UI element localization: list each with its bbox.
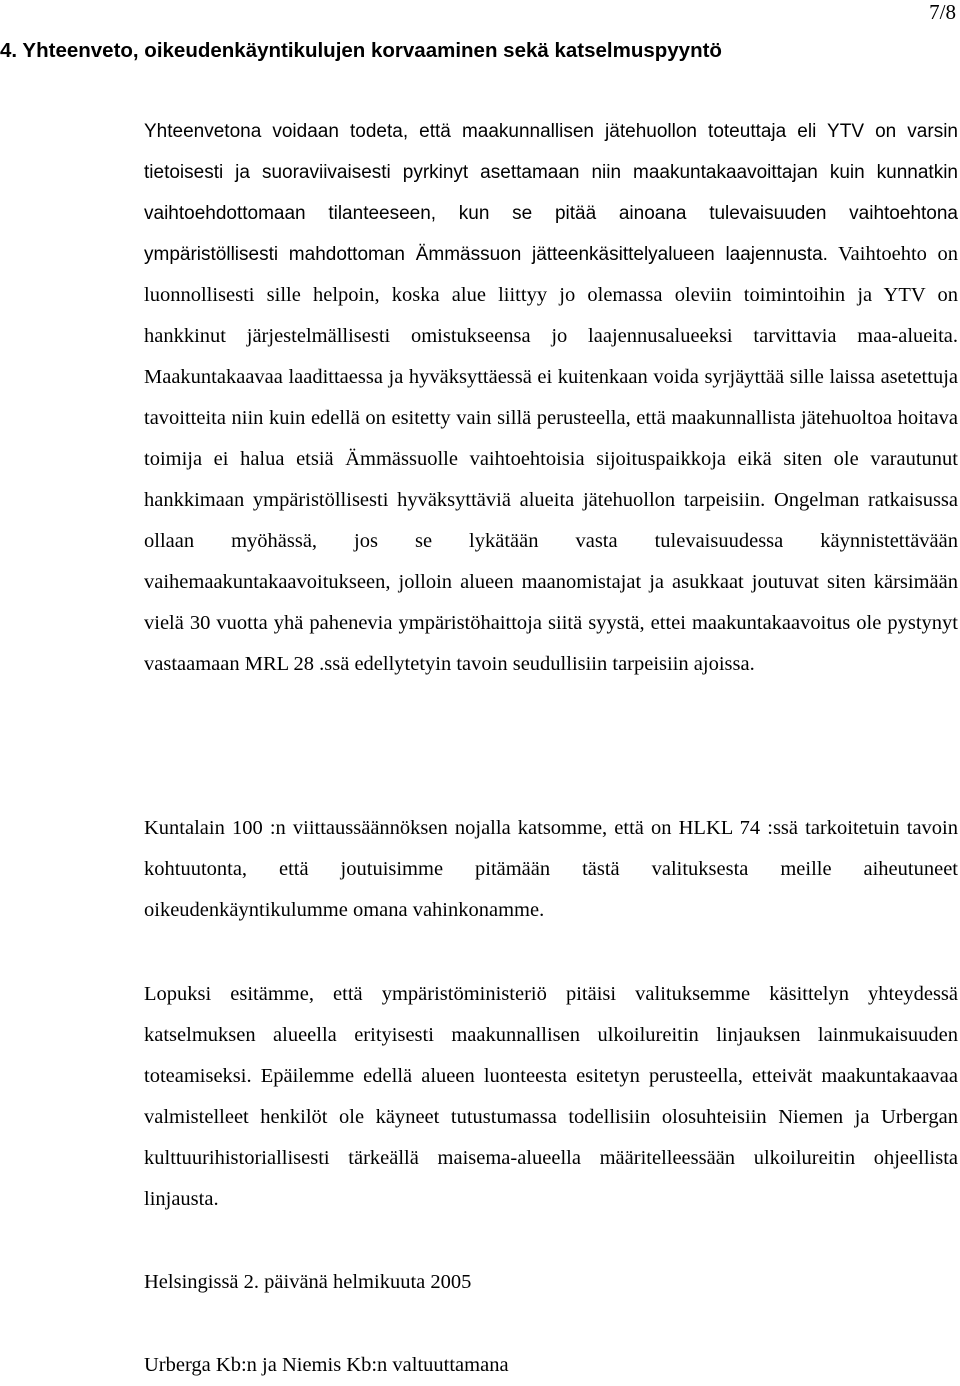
summary-paragraph — [144, 111, 958, 685]
place-date: Helsingissä 2. päivänä helmikuuta 2005 — [144, 1271, 472, 1293]
page-number: 7/8 — [929, 0, 956, 24]
section-heading: 4. Yhteenveto, oikeudenkäyntikulujen korvaaminen sekä katselmuspyyntö — [0, 39, 722, 62]
costs-paragraph — [144, 808, 958, 931]
inspection-paragraph — [144, 974, 958, 1220]
costs-text: Kuntalain 100 :n viittaussäännöksen nojalla katsomme, että on HLKL 74 :ssä tarkoitetuin tavoin kohtuutonta, että joutuisimme pitämään tästä valituksesta meille aiheutuneet oikeudenkäyntikulumme omana vahinkonamme. — [144, 817, 958, 921]
signatory: Urberga Kb:n ja Niemis Kb:n valtuuttamana — [144, 1354, 509, 1376]
summary-sans-text: Yhteenvetona voidaan todeta, että maakunnallisen jätehuollon toteuttaja eli YTV on varsin tietoisesti ja suoraviivaisesti pyrkinyt asettamaan niin maakuntakaavoittajan kuin kunnatkin vaihtoehdottomaan tilanteeseen, kun se pitää ainoana tulevaisuuden vaihtoehtona ympäristöllisesti mahdottoman Ämmässuon jätteenkäsittelyalueen laajennusta. — [144, 121, 958, 265]
summary-serif-text: Vaihtoehto on luonnollisesti sille helpoin, koska alue liittyy jo olemassa oleviin toimintoihin ja YTV on hankkinut järjestelmällisesti omistukseensa jo laajennusalueeksi tarvittavia maa-alueita. Maakuntakaavaa laadittaessa ja hyväksyttäessä ei kuitenkaan voida syrjäyttää sille laissa asetettuja tavoitteita niin kuin edellä on esitetty vain sillä perusteella, että maakunnallista jätehuoltoa hoitava toimija ei halua etsiä Ämmässuolle vaihtoehtoisia sijoituspaikkoja eikä siten ole varautunut hankkimaan ympäristöllisesti hyväksyttäviä alueita jätehuollon tarpeisiin. Ongelman ratkaisussa ollaan myöhässä, jos se lykätään vasta tulevaisuudessa käynnistettävään vaihemaakuntakaavoitukseen, jolloin alueen maanomistajat ja asukkaat joutuvat siten kärsimään vielä 30 vuotta yhä pahenevia ympäristöhaittoja siitä syystä, ettei maakuntakaavoitus ole pystynyt vastaamaan MRL 28 .ssä edellytetyin tavoin seudullisiin tarpeisiin ajoissa. — [144, 243, 958, 675]
inspection-text: Lopuksi esitämme, että ympäristöministeriö pitäisi valituksemme käsittelyn yhteydessä katselmuksen alueella erityisesti maakunnallisen ulkoilureitin linjauksen lainmukaisuuden toteamiseksi. Epäilemme edellä alueen luonteesta esitetyn perusteella, etteivät maakuntakaavaa valmistelleet henkilöt ole käyneet tutustumassa todellisiin olosuhteisiin Niemen ja Urbergan kulttuurihistoriallisesti tärkeällä maisema-alueella määritelleessään ulkoilureitin ohjeellista linjausta. — [144, 983, 958, 1210]
